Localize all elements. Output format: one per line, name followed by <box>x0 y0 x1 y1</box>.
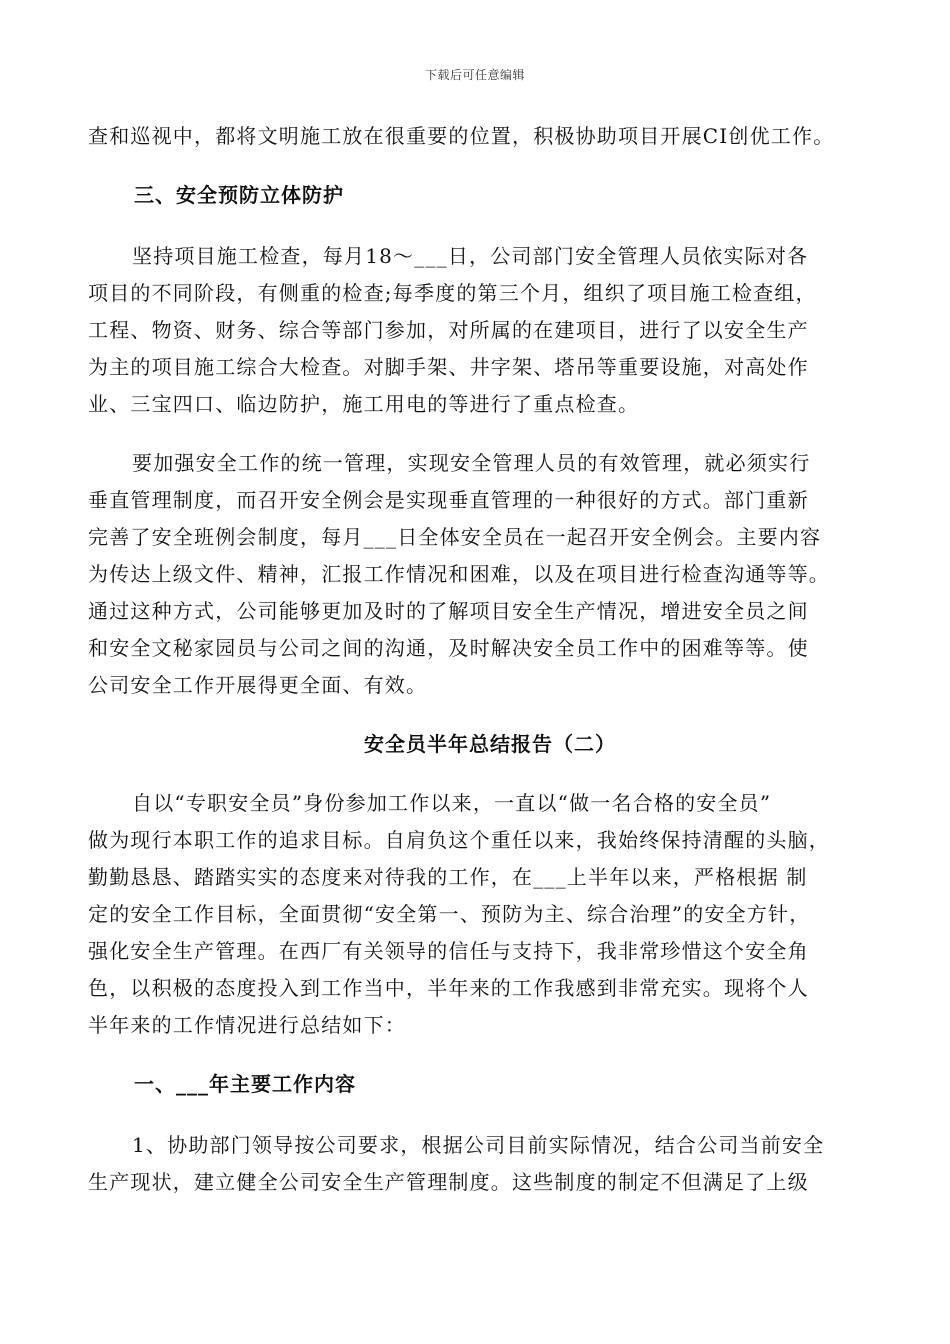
paragraph-line: 色，以积极的态度投入到工作当中，半年来的工作我感到非常充实。现将个人 <box>88 976 809 1000</box>
paragraph-line: 为主的项目施工综合大检查。对脚手架、井字架、塔吊等重要设施，对高处作 <box>88 355 809 379</box>
paragraph-line: 公司安全工作开展得更全面、有效。 <box>88 673 428 697</box>
paragraph-line: 1、协助部门领导按公司要求，根据公司目前实际情况，结合公司当前安全 <box>132 1133 825 1157</box>
paragraph-line: 查和巡视中，都将文明施工放在很重要的位置，积极协助项目开展CI创优工作。 <box>88 124 835 148</box>
section-heading: 三、安全预防立体防护 <box>134 183 344 207</box>
paragraph-line: 半年来的工作情况进行总结如下： <box>88 1013 406 1037</box>
paragraph-line: 通过这种方式，公司能够更加及时的了解项目安全生产情况，增进安全员之间 <box>88 599 809 623</box>
paragraph-line: 勤勤恳恳、踏踏实实的态度来对待我的工作，在___上半年以来，严格根据 制 <box>88 865 808 889</box>
paragraph-line: 工程、物资、财务、综合等部门参加，对所属的在建项目，进行了以安全生产 <box>88 318 809 342</box>
paragraph-line: 做为现行本职工作的追求目标。自肩负这个重任以来，我始终保持清醒的头脑， <box>88 828 830 852</box>
paragraph-line: 定的安全工作目标，全面贯彻“安全第一、预防为主、综合治理”的安全方针， <box>88 902 811 926</box>
paragraph-line: 自以“专职安全员”身份参加工作以来，一直以“做一名合格的安全员” <box>132 791 772 815</box>
section-heading: 一、___年主要工作内容 <box>134 1072 356 1096</box>
paragraph-line: 为传达上级文件、精神，汇报工作情况和困难，以及在项目进行检查沟通等等。 <box>88 562 830 586</box>
paragraph-line: 坚持项目施工检查，每月18～___日，公司部门安全管理人员依实际对各 <box>132 244 809 268</box>
paragraph-line: 生产现状，建立健全公司安全生产管理制度。这些制度的制定不但满足了上级 <box>88 1170 809 1194</box>
paragraph-line: 业、三宝四口、临边防护，施工用电的等进行了重点检查。 <box>88 392 640 416</box>
page-header-note: 下载后可任意编辑 <box>424 68 525 82</box>
document-body <box>88 118 872 1201</box>
paragraph-line: 垂直管理制度，而召开安全例会是实现垂直管理的一种很好的方式。部门重新 <box>88 488 809 512</box>
paragraph-line: 强化安全生产管理。在西厂有关领导的信任与支持下，我非常珍惜这个安全角 <box>88 939 809 963</box>
paragraph-line: 要加强安全工作的统一管理，实现安全管理人员的有效管理，就必须实行 <box>132 451 811 475</box>
paragraph-line: 项目的不同阶段，有侧重的检查;每季度的第三个月，组织了项目施工检查组， <box>88 281 817 305</box>
paragraph-line: 完善了安全班例会制度，每月___日全体安全员在一起召开安全例会。主要内容 <box>88 525 822 549</box>
report-title: 安全员半年总结报告（二） <box>364 732 616 756</box>
paragraph-line: 和安全文秘家园员与公司之间的沟通，及时解决安全员工作中的困难等等。使 <box>88 636 809 660</box>
